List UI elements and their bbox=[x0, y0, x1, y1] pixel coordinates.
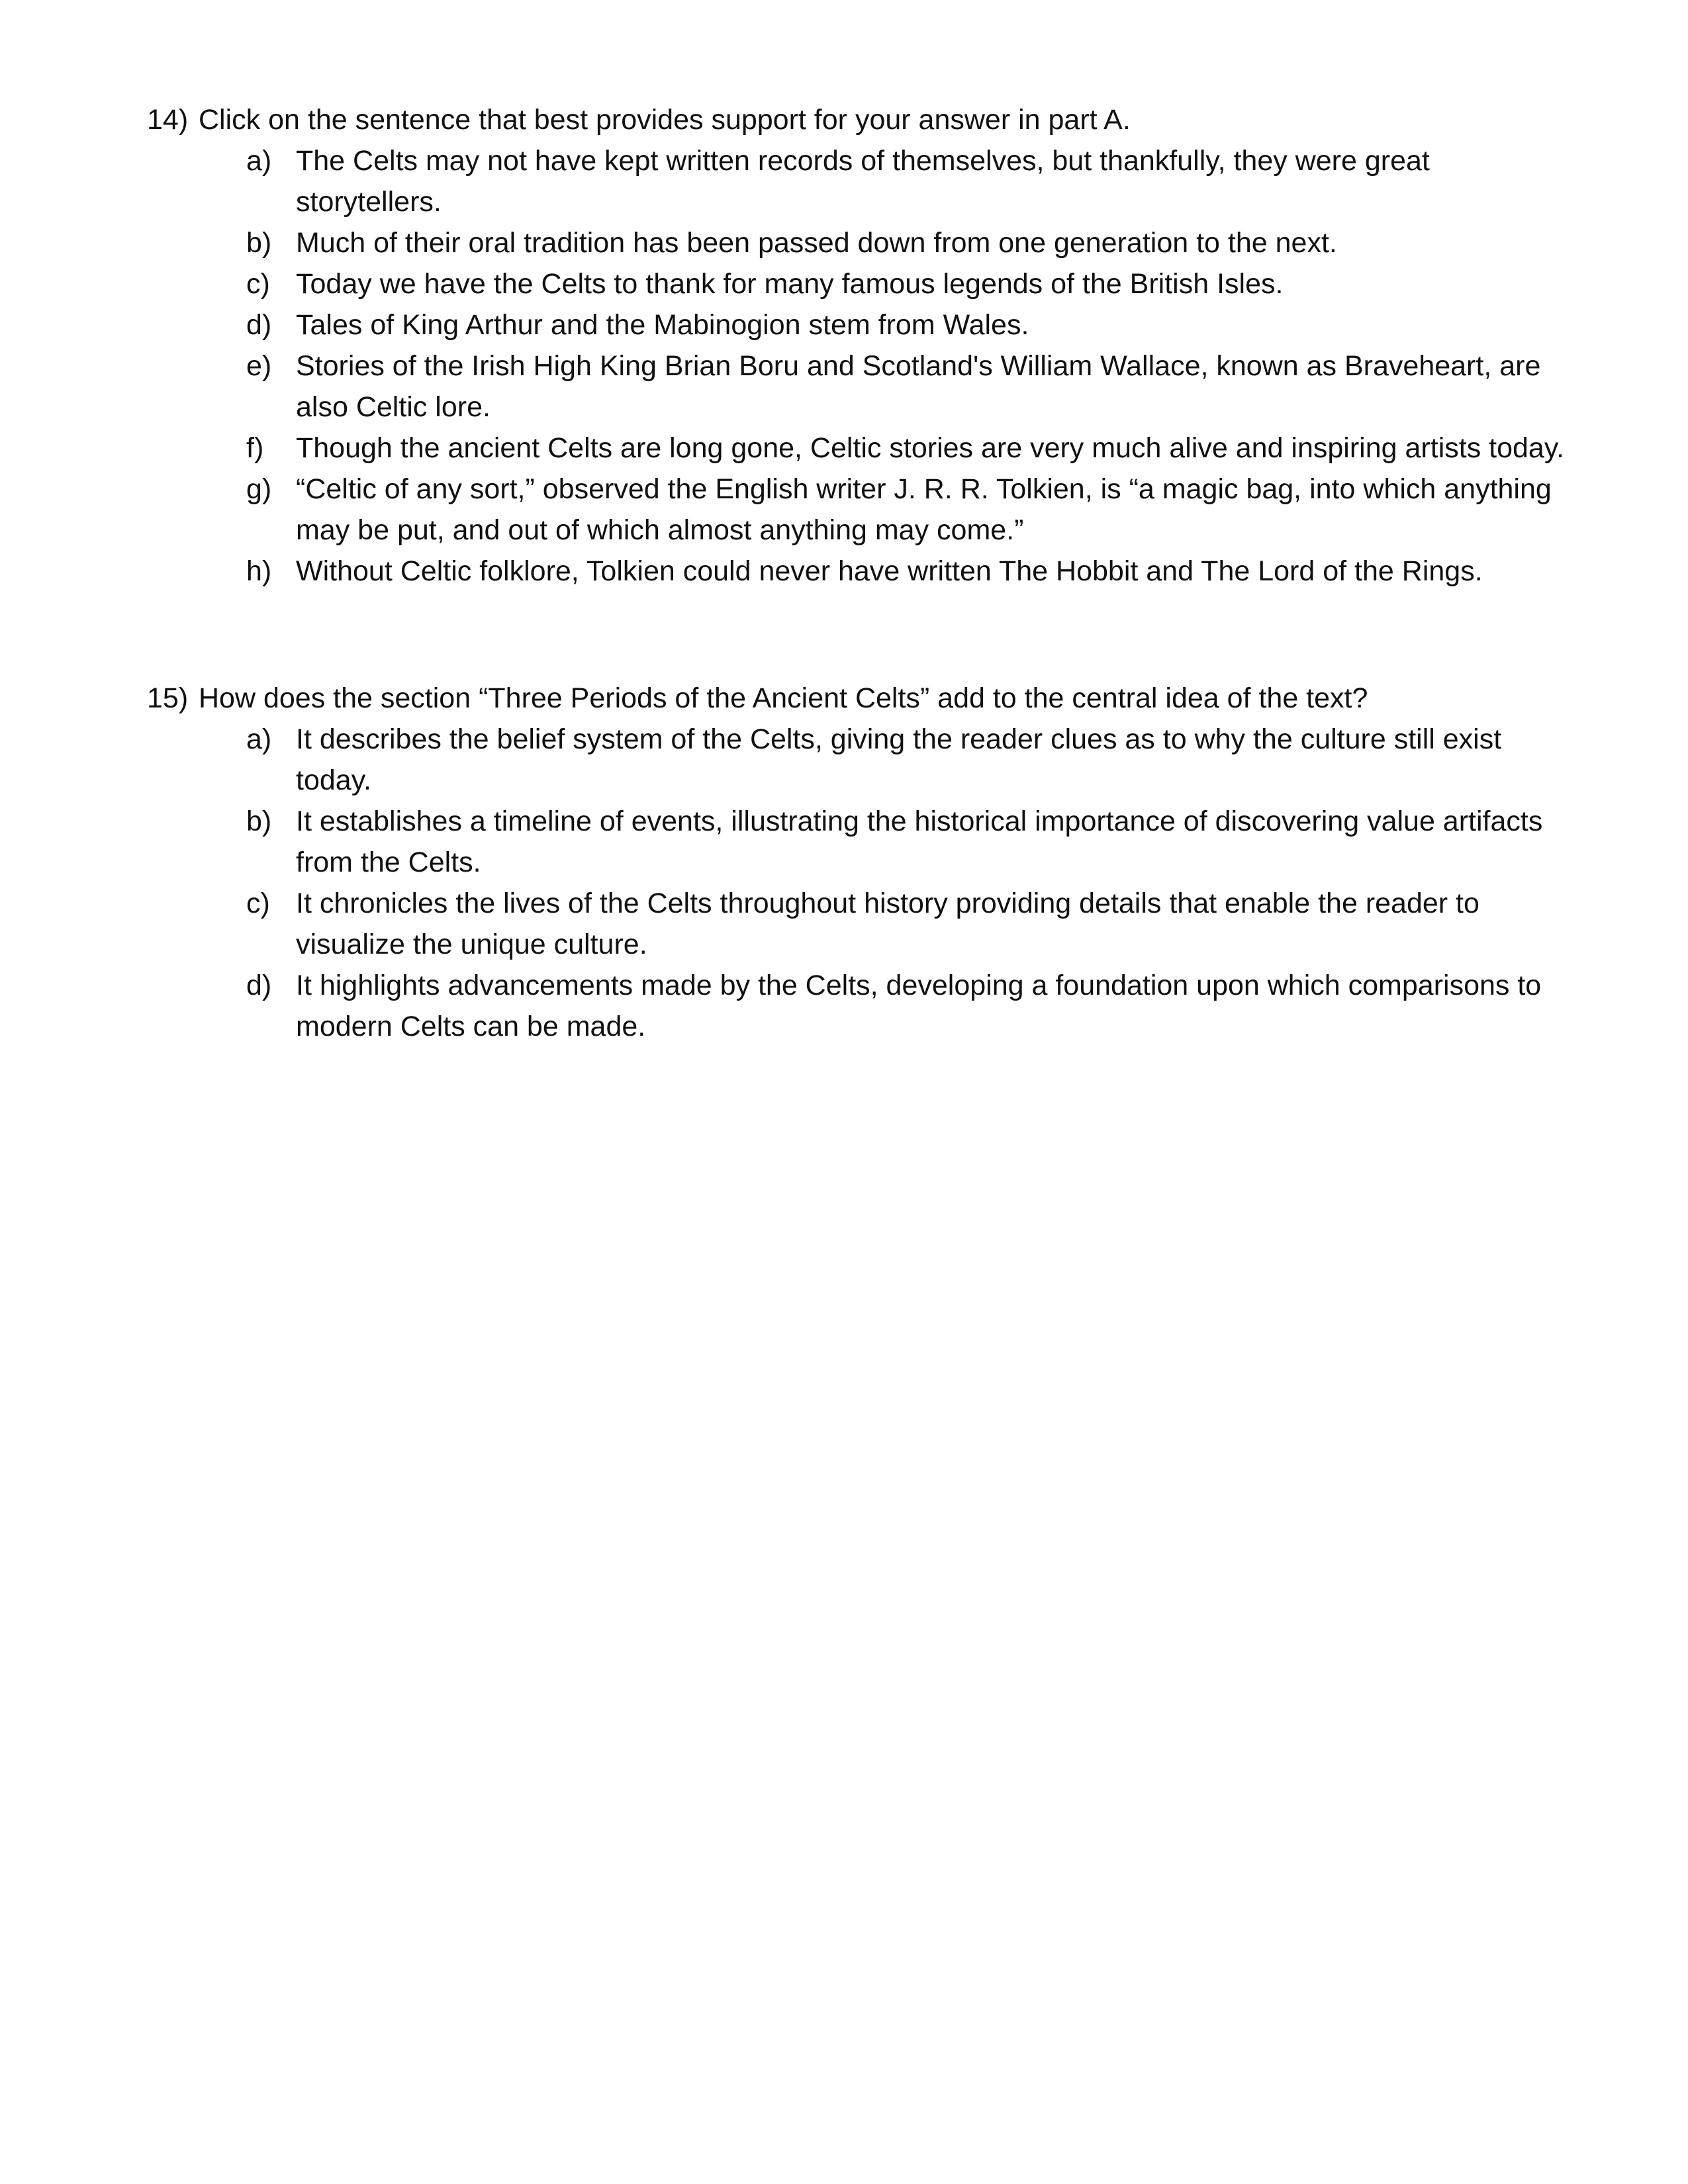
option-letter: g) bbox=[246, 473, 272, 505]
question-prompt: Click on the sentence that best provides support for your answer in part A. bbox=[199, 104, 1131, 136]
option-letter: c) bbox=[246, 887, 270, 919]
question-number: 15) bbox=[147, 682, 189, 714]
question-15 bbox=[147, 678, 1577, 1047]
option-sentence[interactable]: Though the ancient Celts are long gone, Celtic stories are very much alive and inspiring artists today. bbox=[296, 432, 1565, 464]
answer-option-b[interactable] bbox=[246, 801, 1577, 883]
option-letter: b) bbox=[246, 227, 272, 259]
answer-option-e[interactable] bbox=[246, 345, 1577, 428]
option-sentence[interactable]: Without Celtic folklore, Tolkien could never have written The Hobbit and The Lord of the Rings. bbox=[296, 555, 1483, 587]
option-text[interactable]: It highlights advancements made by the Celts, developing a foundation upon which comparisons to modern Celts can be made. bbox=[296, 970, 1542, 1042]
answer-option-c[interactable] bbox=[246, 883, 1577, 965]
option-text[interactable]: It describes the belief system of the Celts, giving the reader clues as to why the culture still exist today. bbox=[296, 723, 1502, 796]
answer-option-f[interactable] bbox=[246, 428, 1577, 469]
option-text[interactable]: It establishes a timeline of events, illustrating the historical importance of discovering value artifacts from the Celts. bbox=[296, 805, 1543, 878]
option-letter: a) bbox=[246, 145, 272, 177]
answer-option-a[interactable] bbox=[246, 719, 1577, 801]
option-sentence[interactable]: The Celts may not have kept written records of themselves, but thankfully, they were great storytellers. bbox=[296, 145, 1430, 218]
option-letter: c) bbox=[246, 268, 270, 300]
option-sentence[interactable]: Stories of the Irish High King Brian Boru and Scotland's William Wallace, known as Braveheart, are also Celtic lore. bbox=[296, 350, 1541, 423]
option-letter: d) bbox=[246, 970, 272, 1001]
option-sentence[interactable]: Today we have the Celts to thank for many famous legends of the British Isles. bbox=[296, 268, 1284, 300]
option-sentence[interactable]: “Celtic of any sort,” observed the English writer J. R. R. Tolkien, is “a magic bag, into which anything may be put, and out of which almost anything may come.” bbox=[296, 473, 1552, 546]
option-letter: b) bbox=[246, 805, 272, 837]
question-14-prompt-line bbox=[147, 99, 1577, 140]
option-letter: d) bbox=[246, 309, 272, 341]
option-letter: f) bbox=[246, 432, 264, 464]
question-number: 14) bbox=[147, 104, 189, 136]
answer-option-b[interactable] bbox=[246, 222, 1577, 263]
option-letter: h) bbox=[246, 555, 272, 587]
answer-option-c[interactable] bbox=[246, 263, 1577, 304]
answer-options bbox=[147, 719, 1577, 1047]
question-15-prompt-line bbox=[147, 678, 1577, 719]
answer-option-d[interactable] bbox=[246, 965, 1577, 1047]
answer-options bbox=[147, 140, 1577, 592]
answer-option-d[interactable] bbox=[246, 304, 1577, 345]
option-letter: e) bbox=[246, 350, 272, 382]
answer-option-a[interactable] bbox=[246, 140, 1577, 222]
answer-option-h[interactable] bbox=[246, 551, 1577, 592]
option-sentence[interactable]: Tales of King Arthur and the Mabinogion stem from Wales. bbox=[296, 309, 1029, 341]
option-sentence[interactable]: Much of their oral tradition has been passed down from one generation to the next. bbox=[296, 227, 1337, 259]
question-14 bbox=[147, 99, 1577, 592]
option-letter: a) bbox=[246, 723, 272, 755]
question-prompt: How does the section “Three Periods of the Ancient Celts” add to the central idea of the text? bbox=[199, 682, 1368, 714]
answer-option-g[interactable] bbox=[246, 469, 1577, 551]
option-text[interactable]: It chronicles the lives of the Celts throughout history providing details that enable the reader to visualize the unique culture. bbox=[296, 887, 1479, 960]
